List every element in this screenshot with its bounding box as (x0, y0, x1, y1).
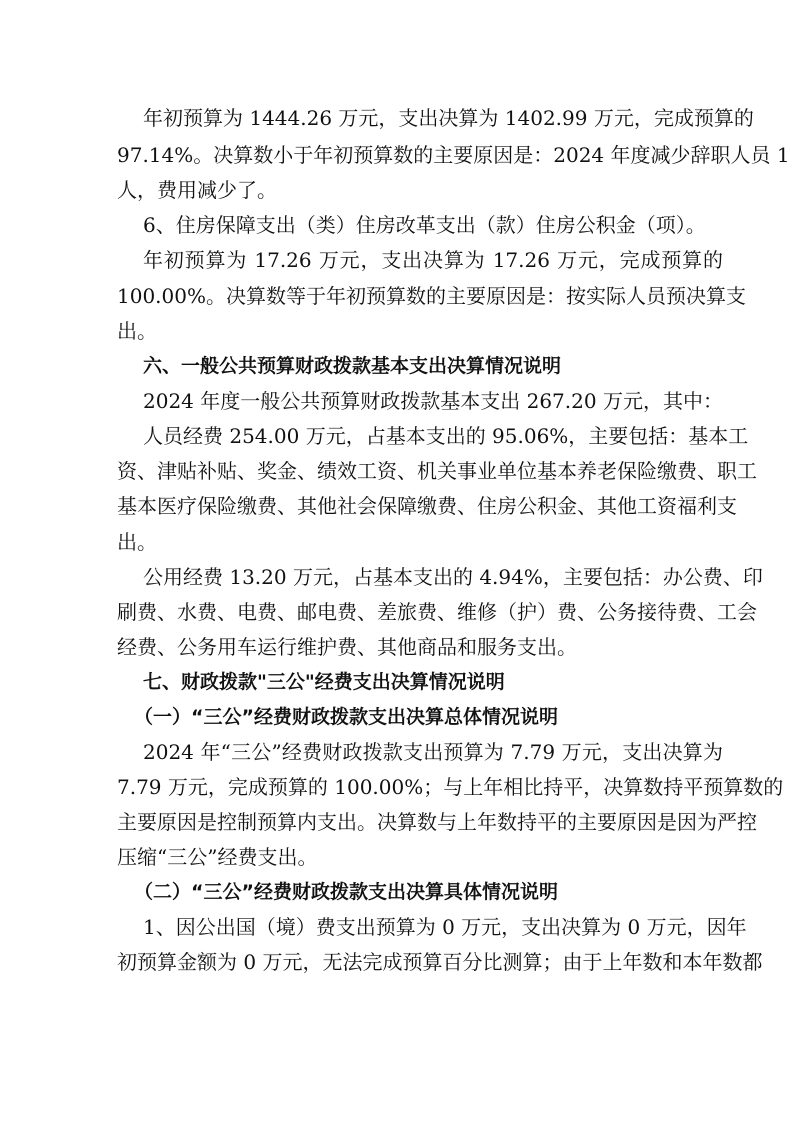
paragraph-line: 100.00%。决算数等于年初预算数的主要原因是：按实际人员预决算支 (117, 284, 746, 308)
paragraph-line: 出。 (117, 319, 157, 343)
paragraph-line: 初预算金额为 0 万元，无法完成预算百分比测算；由于上年数和本年数都 (117, 950, 763, 974)
paragraph-line: 主要原因是控制预算内支出。决算数与上年数持平的主要原因是因为严控 (117, 810, 757, 834)
paragraph-line: 年初预算为 17.26 万元，支出决算为 17.26 万元，完成预算的 (143, 248, 723, 272)
section-heading: 六、一般公共预算财政拨款基本支出决算情况说明 (143, 355, 562, 377)
paragraph-line: 2024 年度一般公共预算财政拨款基本支出 267.20 万元，其中： (143, 389, 723, 413)
paragraph-line: 出。 (117, 530, 157, 554)
paragraph-line: 资、津贴补贴、奖金、绩效工资、机关事业单位基本养老保险缴费、职工 (117, 459, 757, 483)
section-heading: 七、财政拨款"三公"经费支出决算情况说明 (143, 671, 505, 693)
paragraph-line: 基本医疗保险缴费、其他社会保障缴费、住房公积金、其他工资福利支 (117, 494, 737, 518)
paragraph-line: 压缩“三公”经费支出。 (117, 845, 318, 869)
paragraph-line: 公用经费 13.20 万元，占基本支出的 4.94%，主要包括：办公费、印 (143, 565, 763, 589)
paragraph-line: 6、住房保障支出（类）住房改革支出（款）住房公积金（项）。 (143, 213, 706, 237)
paragraph-line: 人，费用减少了。 (117, 178, 277, 202)
subsection-heading: （一）“三公”经费财政拨款支出决算总体情况说明 (134, 706, 558, 728)
paragraph-line: 年初预算为 1444.26 万元，支出决算为 1402.99 万元，完成预算的 (143, 106, 754, 130)
paragraph-line: 2024 年“三公”经费财政拨款支出预算为 7.79 万元，支出决算为 (143, 740, 723, 764)
paragraph-line: 1、因公出国（境）费支出预算为 0 万元，支出决算为 0 万元，因年 (143, 915, 747, 939)
subsection-heading: （二）“三公”经费财政拨款支出决算具体情况说明 (134, 881, 558, 903)
paragraph-line: 7.79 万元，完成预算的 100.00%；与上年相比持平，决算数持平预算数的 (117, 775, 784, 799)
paragraph-line: 刷费、水费、电费、邮电费、差旅费、维修（护）费、公务接待费、工会 (117, 600, 757, 624)
paragraph-line: 经费、公务用车运行维护费、其他商品和服务支出。 (117, 635, 577, 659)
paragraph-line: 人员经费 254.00 万元，占基本支出的 95.06%，主要包括：基本工 (143, 424, 749, 448)
paragraph-line: 97.14%。决算数小于年初预算数的主要原因是：2024 年度减少辞职人员 1 (117, 143, 790, 167)
